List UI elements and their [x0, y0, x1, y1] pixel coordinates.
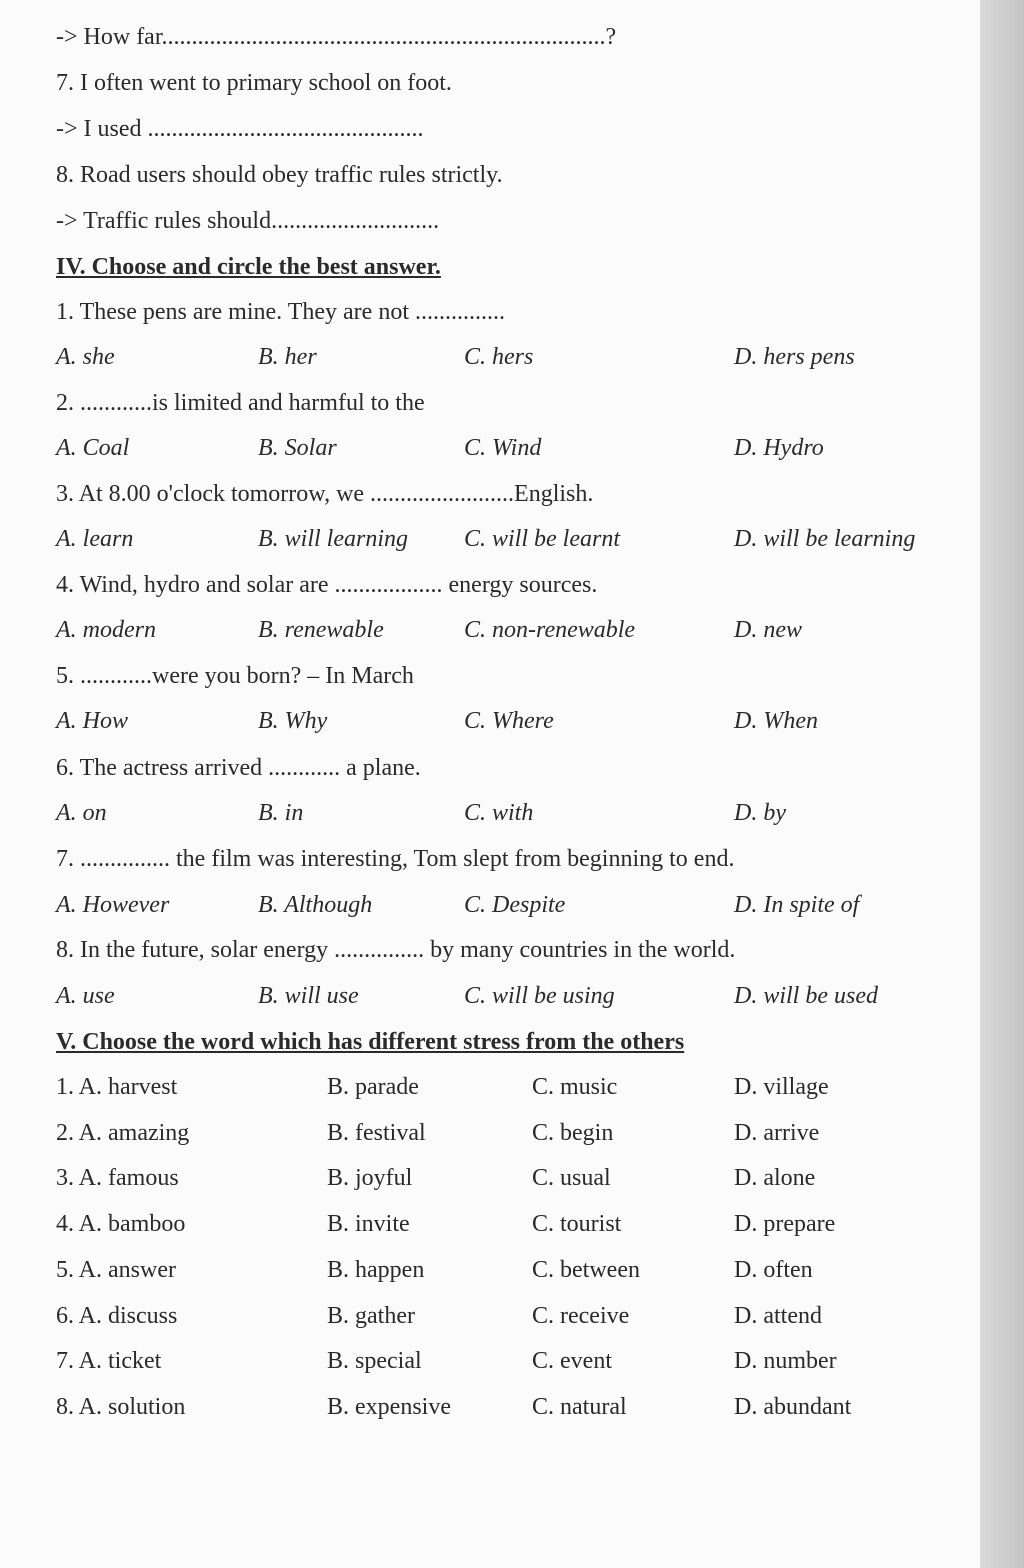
stress-row-8-d: D. abundant — [734, 1394, 852, 1420]
stress-row-2-c: C. begin — [532, 1120, 614, 1146]
stress-row-6-b: B. gather — [327, 1303, 415, 1329]
mc-option-5d: D. When — [734, 708, 818, 734]
mc-question-7: 7. ............... the film was interesting, Tom slept from beginning to end. — [56, 846, 735, 872]
stress-row-4-b: B. invite — [327, 1211, 410, 1237]
stress-row-5-b: B. happen — [327, 1257, 425, 1283]
stress-row-5-d: D. often — [734, 1257, 813, 1283]
mc-option-3c: C. will be learnt — [464, 526, 620, 552]
mc-option-2d: D. Hydro — [734, 435, 824, 461]
mc-question-3: 3. At 8.00 o'clock tomorrow, we ........................English. — [56, 481, 594, 507]
stress-row-6-a: 6. A. discuss — [56, 1303, 178, 1329]
stress-row-6-c: C. receive — [532, 1303, 630, 1329]
stress-row-5-c: C. between — [532, 1257, 640, 1283]
stress-row-7-b: B. special — [327, 1348, 422, 1374]
stress-row-7-d: D. number — [734, 1348, 837, 1374]
stress-row-1-a: 1. A. harvest — [56, 1074, 178, 1100]
mc-option-8a: A. use — [56, 983, 115, 1009]
stress-row-4-c: C. tourist — [532, 1211, 622, 1237]
stress-row-1-c: C. music — [532, 1074, 618, 1100]
mc-option-5a: A. How — [56, 708, 128, 734]
stress-row-8-c: C. natural — [532, 1394, 627, 1420]
rewrite-line-how-far: -> How far..........................................................................? — [56, 24, 617, 50]
mc-option-3b: B. will learning — [258, 526, 408, 552]
rewrite-question-7: 7. I often went to primary school on foot. — [56, 70, 452, 96]
stress-row-3-b: B. joyful — [327, 1165, 413, 1191]
rewrite-line-i-used: -> I used .............................................. — [56, 116, 424, 142]
stress-row-3-a: 3. A. famous — [56, 1165, 179, 1191]
mc-option-8c: C. will be using — [464, 983, 615, 1009]
mc-option-7c: C. Despite — [464, 892, 566, 918]
stress-row-2-d: D. arrive — [734, 1120, 820, 1146]
mc-option-1b: B. her — [258, 344, 317, 370]
stress-row-1-b: B. parade — [327, 1074, 419, 1100]
mc-option-6a: A. on — [56, 800, 107, 826]
mc-option-2c: C. Wind — [464, 435, 542, 461]
stress-row-7-a: 7. A. ticket — [56, 1348, 162, 1374]
mc-option-2a: A. Coal — [56, 435, 130, 461]
stress-row-7-c: C. event — [532, 1348, 612, 1374]
page-edge-background — [980, 0, 1024, 1568]
mc-option-6d: D. by — [734, 800, 786, 826]
mc-option-4a: A. modern — [56, 617, 156, 643]
mc-option-7a: A. However — [56, 892, 170, 918]
mc-option-3a: A. learn — [56, 526, 134, 552]
stress-row-1-d: D. village — [734, 1074, 829, 1100]
mc-question-6: 6. The actress arrived ............ a plane. — [56, 755, 421, 781]
mc-question-1: 1. These pens are mine. They are not ............... — [56, 299, 505, 325]
mc-option-8b: B. will use — [258, 983, 359, 1009]
mc-option-1c: C. hers — [464, 344, 534, 370]
stress-row-2-b: B. festival — [327, 1120, 426, 1146]
stress-row-3-c: C. usual — [532, 1165, 611, 1191]
mc-question-8: 8. In the future, solar energy ............... by many countries in the world. — [56, 937, 736, 963]
mc-question-2: 2. ............is limited and harmful to the — [56, 390, 425, 416]
stress-row-4-d: D. prepare — [734, 1211, 836, 1237]
mc-option-2b: B. Solar — [258, 435, 337, 461]
rewrite-line-traffic-rules: -> Traffic rules should............................ — [56, 208, 440, 234]
mc-option-5b: B. Why — [258, 708, 328, 734]
stress-row-5-a: 5. A. answer — [56, 1257, 176, 1283]
mc-option-8d: D. will be used — [734, 983, 878, 1009]
stress-row-8-a: 8. A. solution — [56, 1394, 186, 1420]
mc-question-4: 4. Wind, hydro and solar are .................. energy sources. — [56, 572, 598, 598]
mc-option-7b: B. Although — [258, 892, 373, 918]
mc-option-7d: D. In spite of — [734, 892, 860, 918]
mc-option-4b: B. renewable — [258, 617, 384, 643]
stress-row-3-d: D. alone — [734, 1165, 816, 1191]
stress-row-8-b: B. expensive — [327, 1394, 451, 1420]
stress-row-4-a: 4. A. bamboo — [56, 1211, 186, 1237]
mc-option-5c: C. Where — [464, 708, 554, 734]
mc-option-1d: D. hers pens — [734, 344, 855, 370]
mc-option-4c: C. non-renewable — [464, 617, 636, 643]
stress-row-2-a: 2. A. amazing — [56, 1120, 190, 1146]
mc-option-1a: A. she — [56, 344, 115, 370]
rewrite-question-8: 8. Road users should obey traffic rules strictly. — [56, 162, 503, 188]
mc-option-6c: C. with — [464, 800, 534, 826]
mc-option-6b: B. in — [258, 800, 304, 826]
mc-question-5: 5. ............were you born? – In March — [56, 663, 414, 689]
stress-row-6-d: D. attend — [734, 1303, 822, 1329]
section-4-heading: IV. Choose and circle the best answer. — [56, 254, 441, 280]
mc-option-4d: D. new — [734, 617, 802, 643]
mc-option-3d: D. will be learning — [734, 526, 916, 552]
section-5-heading: V. Choose the word which has different stress from the others — [56, 1029, 685, 1055]
